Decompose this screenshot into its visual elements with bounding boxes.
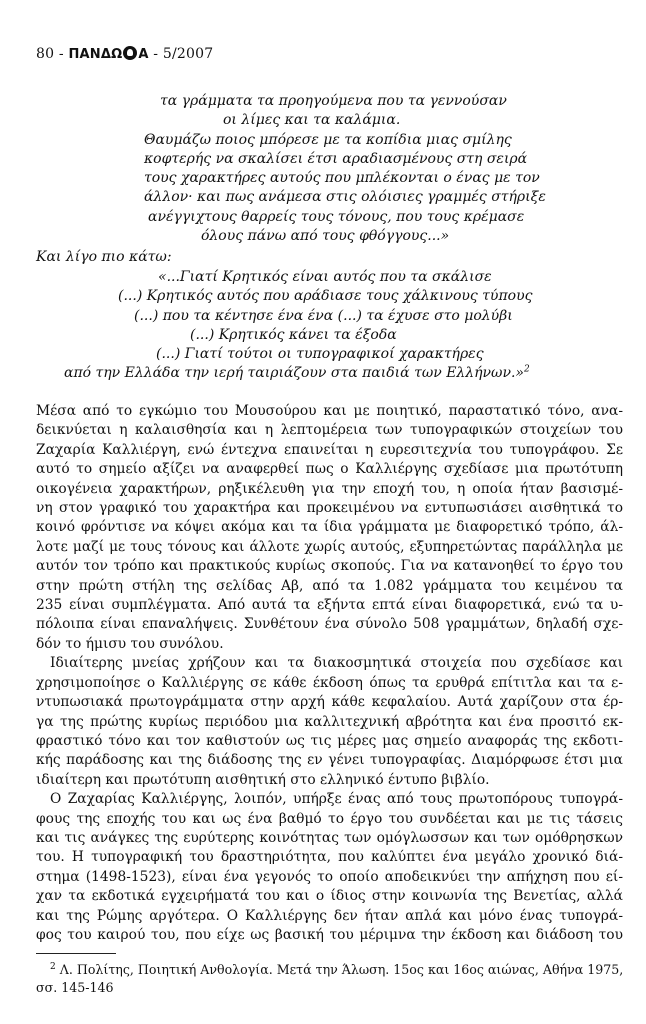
issue-number: 5/2007 (162, 46, 214, 62)
body-line: χρησιμοποίησε ο Καλλιέργης σε κάθε έκδοση όπως τα ερυθρά επίτιτλα και τα ε- (36, 674, 623, 691)
body-line: οικογένεια χαρακτήρων, ρηξικέλευθη για την εποχή του, η οποία ήταν βασισμέ- (36, 480, 623, 497)
body-line: κοινό φρόντισε να κόψει ακόμα και τα ίδια γράμματα με διαφορετικό τρόπο, άλ- (36, 519, 623, 536)
body-line: και τις ανάγκες της ευρύτερης κοινότητας των ομόγλωσσων και των ομόθρησκων (36, 829, 623, 846)
body-line: Ιδιαίτερης μνείας χρήζουν και τα διακοσμητικά στοιχεία που σχεδίασε και (50, 655, 623, 672)
body-text (36, 402, 623, 945)
page-header (36, 46, 213, 62)
body-line: κής παράδοσης και της διάδοσης της εν γένει τυπογραφίας. Διαμόρφωσε έτσι μια (36, 752, 623, 769)
body-line: ντυπωσιακά πρωτογράμματα στην αρχή κάθε κεφαλαίου. Αυτά χαρίζουν στα έρ- (36, 694, 623, 711)
quote-line: τους χαρακτήρες αυτούς που μπλέκονται ο ένας με τον (144, 170, 540, 187)
quote-line: κοφτερής να σκαλίσει έτσι αραδιασμένους στη σειρά (144, 150, 528, 167)
quote-line: (...) Γιατί τούτοι οι τυπογραφικοί χαρακτήρες (156, 346, 484, 363)
body-line: φους της εποχής του και ως ένα βαθμό το έργο του συνδέεται και με τις τάσεις (36, 810, 623, 827)
quote-line: τα γράμματα τα προηγούμενα που τα γεννούσαν (160, 93, 507, 109)
quote-line: (...) Κρητικός αυτός που αράδιασε τους χάλκινους τύπους (118, 288, 533, 305)
quote-line: (...) Κρητικός κάνει τα έξοδα (190, 326, 397, 343)
quote-line: όλους πάνω από τους φθόγγους...» (201, 228, 450, 245)
body-line: φος του καιρού του, που είχε ως βασική του μέριμνα την έκδοση και διάδοση του (36, 926, 623, 943)
quote-line: «...Γιατί Κρητικός είναι αυτός που τα σκάλισε (158, 269, 492, 285)
body-line: και της Ρώμης αργότερα. Ο Καλλιέργης δεν ήταν απλά και μόνο ένας τυπογρά- (36, 907, 623, 924)
quote-line: (...) που τα κέντησε ένα ένα (...) τα έχυσε στο μολύβι (134, 307, 513, 324)
footnote-line: σσ. 145-146 (36, 979, 114, 995)
body-line: φραστικό τόνο και τον καθιστούν ως τις μέρες μας σημείο αναφοράς της εκδοτι- (36, 732, 623, 749)
body-line: 235 είναι συμπλέγματα. Από αυτά τα εξήντα επτά είναι διαφορετικά, ενώ τα υ- (36, 597, 623, 614)
body-line: νη στον γραφικό του χαρακτήρα και προκειμένου να εντυπωσιάσει αισθητικά το (36, 500, 623, 517)
body-line: στημα (1498-1523), είναι ένα γεγονός το οποίο αποδεικνύει την απήχηση που εί- (36, 868, 623, 885)
footnote-divider (36, 953, 116, 954)
body-line: δεικνύεται η καλαισθησία και η λεπτομέρεια των τυπογραφικών στοιχείων του (36, 422, 623, 439)
body-line: αυτόν τον τρόπο και πρακτικούς κυρίως σκοπούς. Για να κατανοηθεί το έργο του (36, 558, 623, 575)
body-line: αυτό το σημείο αξίζει να αναφερθεί πως ο Καλλιέργης σχεδίασε μια πρωτότυπη (36, 461, 623, 478)
page-number: 80 (36, 46, 55, 62)
intro-line: Και λίγο πιο κάτω: (36, 249, 172, 265)
quote-line: άλλον· και πως ανάμεσα στις ολόισιες γραμμές στήριξε (144, 189, 546, 206)
body-line: στην πρώτη στήλη της σελίδας Αβ, από τα 1.082 γράμματα του κειμένου τα (36, 577, 623, 594)
poem-quote-2 (36, 268, 621, 384)
body-line: Ζαχαρία Καλλιέργη, ενώ έντεχνα επαινείται η ευρεσιτεχνία του τυπογράφου. Σε (36, 441, 623, 458)
footnote (36, 961, 623, 996)
body-line: του. Η τυπογραφική του δραστηριότητα, που καλύπτει ένα μεγάλο χρονικό διά- (36, 849, 623, 866)
body-line: γα της πρώτης κυρίως περιόδου μια καλλιτεχνική αβρότητα και ένα προσιτό εκ- (36, 713, 623, 730)
footnote-reference: 2 (524, 364, 530, 375)
footnote-marker: 2 (50, 961, 56, 972)
footnote-line (36, 961, 623, 979)
body-line: χαν τα εκδοτικά εγχειρήματά του και ο ίδιος στην κοινωνία της Βενετίας, αλλά (36, 888, 623, 905)
body-line: Ο Ζαχαρίας Καλλιέργης, λοιπόν, υπήρξε ένας από τους πρωτοπόρους τυπογρά- (50, 791, 623, 808)
journal-logo-right: Α (138, 47, 149, 62)
pandora-logo-icon (123, 46, 137, 60)
quote-line (36, 364, 621, 383)
body-line: ιδιαίτερη και πρωτότυπη αισθητική στο ελληνικό έντυπο βιβλίο. (36, 771, 490, 788)
body-line: Μέσα από το εγκώμιο του Μουσούρου και με ποιητικό, παραστατικό τόνο, ανα- (36, 403, 623, 419)
header-separator: - (148, 46, 163, 62)
body-line: πόλοιπα είναι επαναλήψεις. Συνθέτουν ένα σύνολο 508 γραμμάτων, δηλαδή σχε- (36, 616, 623, 633)
poem-quote-1 (36, 92, 621, 246)
quote-line: Θαυμάζω ποιος μπόρεσε με τα κοπίδια μιας σμίλης (144, 131, 512, 148)
header-separator: - (54, 46, 69, 62)
quote-line: ανέγγιχτους θαρρείς τους τόνους, που τους κρέμασε (148, 208, 525, 225)
footnote-text: Λ. Πολίτης, Ποιητική Ανθολογία. Μετά την Άλωση. 15ος και 16ος αιώνας, Αθήνα 1975, (55, 962, 624, 977)
quote-line: οι λίμες και τα καλάμια. (223, 112, 401, 129)
journal-logo-left: ΠΑΝΔΩ (68, 47, 123, 62)
journal-logo (68, 47, 148, 62)
quote-line-text: από την Ελλάδα την ιερή ταιριάζουν στα παιδιά των Ελλήνων.» (64, 365, 524, 382)
body-line: λοτε μαζί με τους τόνους και άλλοτε χωρίς αυτούς, εξυπηρετώντας παράλληλα με (36, 538, 623, 555)
body-line: δόν το ήμισυ του συνόλου. (36, 635, 224, 652)
